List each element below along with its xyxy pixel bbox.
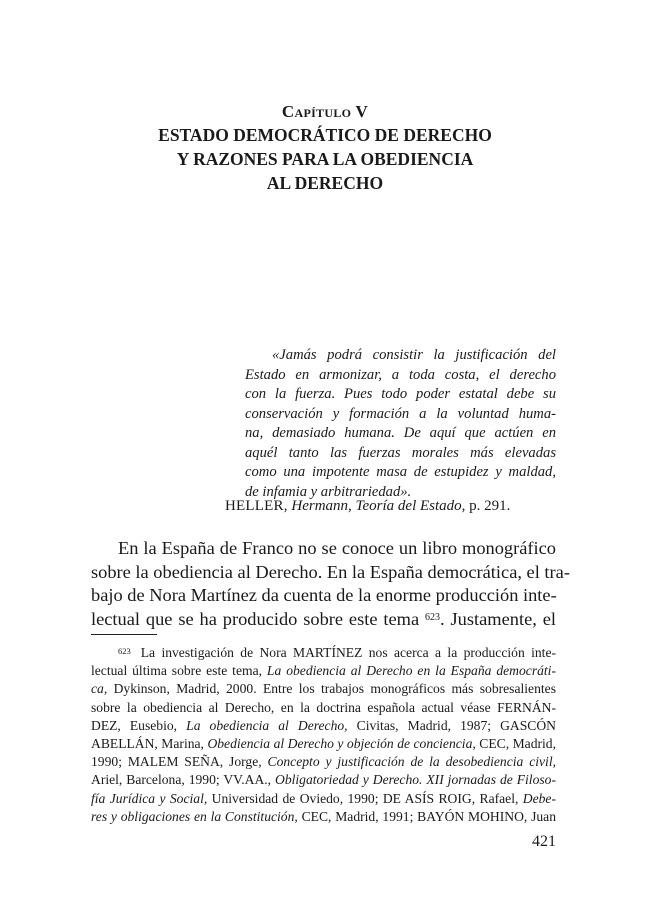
chapter-label: Capítulo V <box>281 102 369 121</box>
footnote-line: res y obligaciones en la Constitución, CEC, Madrid, 1991; BAYÓN MOHINO, Juan <box>91 808 556 824</box>
chapter-title-line: ESTADO DEMOCRÁTICO DE DERECHO <box>158 125 492 145</box>
footnote-divider <box>91 634 157 635</box>
chapter-title-line: Y RAZONES PARA LA OBEDIENCIA <box>176 149 474 169</box>
body-paragraph <box>91 537 570 631</box>
epigraph-line: de infamia y arbitrariedad». <box>245 483 412 500</box>
footnote-line: sobre la obediencia al Derecho, en la doctrina española actual véase FERNÁN- <box>91 699 556 715</box>
epigraph-line: conservación y formación a la voluntad huma- <box>245 405 556 422</box>
footnote-line: ca, Dykinson, Madrid, 2000. Entre los trabajos monográficos más sobresalientes <box>91 681 556 697</box>
epigraph-quote <box>245 346 556 502</box>
attribution-page: p. 291. <box>469 498 511 514</box>
body-line-tail: . Justamente, el <box>440 608 556 629</box>
footnote-line: 1990; MALEM SEÑA, Jorge, Concepto y justificación de la desobediencia civil, <box>91 754 556 770</box>
footnote-line: DEZ, Eusebio, La obediencia al Derecho, Civitas, Madrid, 1987; GASCÓN <box>91 717 556 733</box>
footnote-line-text: La investigación de Nora MARTÍNEZ nos acerca a la producción inte- <box>140 645 556 660</box>
body-line: En la España de Franco no se conoce un libro monográfico <box>118 538 556 558</box>
epigraph-line: na, demasiado humana. De aquí que actúen en <box>245 425 556 441</box>
epigraph-attribution <box>225 498 555 515</box>
epigraph-line: «Jamás podrá consistir la justificación del <box>272 347 556 363</box>
body-line: sobre la obediencia al Derecho. En la España democrática, el tra- <box>91 561 570 582</box>
body-line-text: lectual que se ha producido sobre este tema <box>91 608 420 629</box>
epigraph-line: Estado en armonizar, a toda costa, el derecho <box>245 366 556 383</box>
footnote-line <box>91 644 556 662</box>
body-line: bajo de Nora Martínez da cuenta de la enorme producción inte- <box>91 585 557 606</box>
epigraph-line: aquél tanto las fuerzas morales más elevadas <box>245 444 556 461</box>
attribution-work: Hermann, Teoría del Estado, <box>291 498 466 514</box>
footnote-line: ABELLÁN, Marina, Obediencia al Derecho y objeción de conciencia, CEC, Madrid, <box>91 736 556 752</box>
epigraph-line: con la fuerza. Pues todo poder estatal debe su <box>245 386 556 402</box>
epigraph-line: como una impotente masa de estupidez y maldad, <box>245 464 556 480</box>
footnote <box>91 644 556 826</box>
body-line <box>91 608 556 632</box>
footnote-line: lectual última sobre este tema, La obediencia al Derecho en la España democráti- <box>91 663 556 679</box>
chapter-title <box>0 123 650 195</box>
chapter-title-line: AL DERECHO <box>266 173 384 193</box>
footnote-line: Ariel, Barcelona, 1990; VV.AA., Obligatoriedad y Derecho. XII jornadas de Filoso- <box>91 772 556 788</box>
footnote-line: fía Jurídica y Social, Universidad de Oviedo, 1990; DE ASÍS ROIG, Rafael, Debe- <box>91 790 556 806</box>
attribution-author: HELLER, <box>225 498 288 514</box>
page-number: 421 <box>532 833 556 850</box>
footnote-number: 623 <box>118 646 131 656</box>
footnote-reference[interactable]: 623 <box>425 611 441 623</box>
